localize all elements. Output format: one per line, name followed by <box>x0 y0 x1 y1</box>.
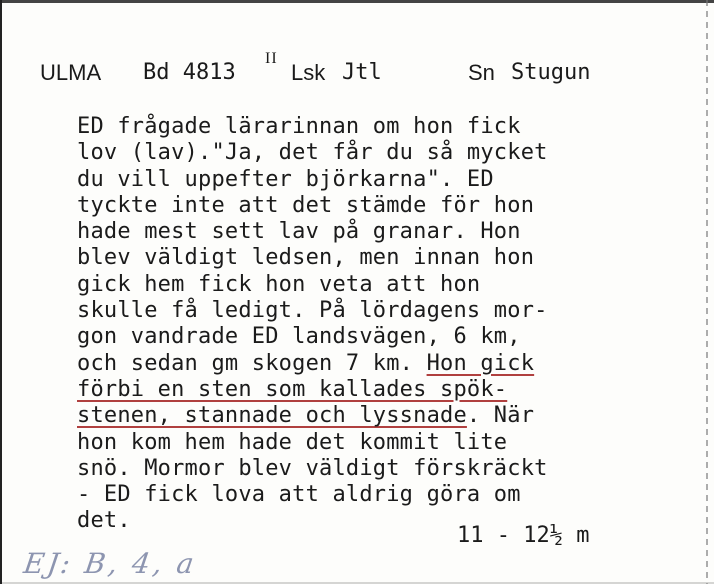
text-segment: och sedan gm skogen 7 km. <box>77 350 427 376</box>
text-line: ED frågade lärarinnan om hon fick <box>77 114 521 139</box>
socken-label: Sn <box>468 60 495 85</box>
underlined-text: Hon gick <box>426 350 535 376</box>
text-line: gick hem fick hon veta att hon <box>77 271 481 297</box>
card-header <box>40 50 680 90</box>
text-line: blev väldigt ledsen, men innan hon <box>77 245 535 271</box>
socken-name: Stugun <box>511 60 591 85</box>
text-line: gon vandrade ED landsvägen, 6 km, <box>77 324 521 350</box>
region-code: Jtl <box>342 60 382 85</box>
text-line: skulle få ledigt. På lördagens mor- <box>77 298 548 324</box>
text-line <box>77 377 677 403</box>
text-line: du vill uppefter björkarna". ED <box>77 166 494 192</box>
text-line: tyckte inte att det stämde för hon <box>77 192 535 218</box>
text-line: snö. Mormor blev väldigt förskräckt <box>77 455 548 481</box>
volume-number: Bd 4813 <box>143 60 236 85</box>
text-segment: . När <box>466 403 535 429</box>
landskap-label: Lsk <box>291 60 326 85</box>
handwritten-note: EJ: B, 4, a <box>21 547 199 580</box>
underlined-text: förbi en sten som kallades spök- <box>77 376 508 402</box>
text-line <box>77 403 677 429</box>
text-line <box>77 351 677 377</box>
text-line: hade mest sett lav på granar. Hon <box>77 219 521 245</box>
text-line: det. <box>77 508 131 534</box>
volume-part: II <box>265 50 278 67</box>
text-line: - ED fick lova att aldrig göra om <box>77 482 521 508</box>
card-right-edge <box>706 0 708 584</box>
text-line: hon kom hem hade det kommit lite <box>77 429 508 455</box>
page-reference: 11 - 12½ m <box>457 523 590 548</box>
card-body-text <box>77 114 677 535</box>
text-line: lov (lav)."Ja, det får du så mycket <box>77 140 548 166</box>
archive-code: ULMA <box>40 60 102 85</box>
card-top-edge <box>2 0 714 3</box>
underlined-text: stenen, stannade och lyssnade <box>77 403 467 429</box>
